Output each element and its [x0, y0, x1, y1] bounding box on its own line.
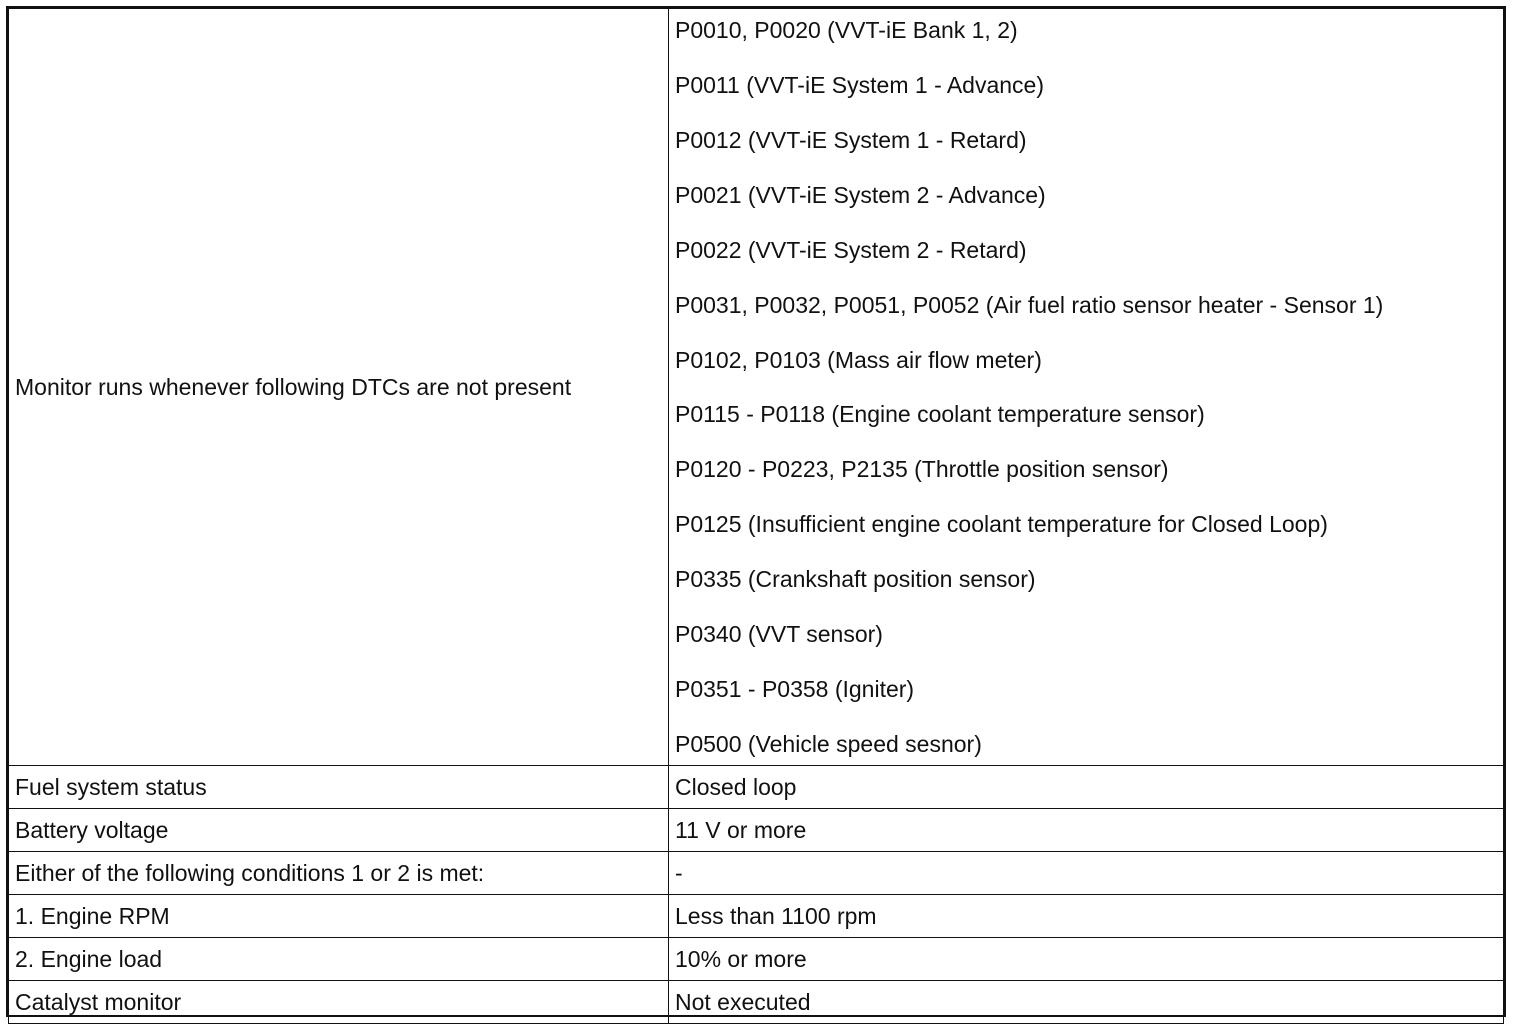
list-item: P0120 - P0223, P2135 (Throttle position sensor) [675, 456, 1169, 483]
condition-label: 2. Engine load [9, 938, 669, 981]
table-row [9, 895, 1504, 938]
list-item: P0012 (VVT-iE System 1 - Retard) [675, 126, 1027, 153]
list-item: P0500 (Vehicle speed sesnor) [675, 730, 982, 757]
condition-label: Catalyst monitor [9, 981, 669, 1024]
list-item: P0115 - P0118 (Engine coolant temperature sensor) [675, 401, 1205, 428]
table-row [9, 9, 1504, 766]
table-row [9, 981, 1504, 1024]
table-row [9, 809, 1504, 852]
list-item: P0335 (Crankshaft position sensor) [675, 566, 1036, 593]
list-item: P0340 (VVT sensor) [675, 621, 883, 648]
condition-label: Fuel system status [9, 766, 669, 809]
list-item: P0351 - P0358 (Igniter) [675, 676, 915, 703]
table-row [9, 938, 1504, 981]
condition-label: Battery voltage [9, 809, 669, 852]
condition-value: Not executed [669, 981, 1504, 1024]
condition-value: 10% or more [669, 938, 1504, 981]
condition-label: Either of the following conditions 1 or 2 is met: [9, 852, 669, 895]
table-row [9, 766, 1504, 809]
list-item: P0031, P0032, P0051, P0052 (Air fuel ratio sensor heater - Sensor 1) [675, 291, 1384, 318]
list-item: P0021 (VVT-iE System 2 - Advance) [675, 181, 1046, 208]
list-item: P0010, P0020 (VVT-iE Bank 1, 2) [675, 17, 1018, 43]
list-item: P0125 (Insufficient engine coolant temperature for Closed Loop) [675, 511, 1328, 538]
condition-value: Less than 1100 rpm [669, 895, 1504, 938]
condition-value: 11 V or more [669, 809, 1504, 852]
list-item: P0022 (VVT-iE System 2 - Retard) [675, 236, 1027, 263]
dtc-list-cell [669, 9, 1504, 766]
monitor-condition-label: Monitor runs whenever following DTCs are not present [9, 9, 669, 766]
table-row [9, 852, 1504, 895]
conditions-table-wrapper [6, 6, 1506, 1017]
condition-value: - [669, 852, 1504, 895]
condition-label: 1. Engine RPM [9, 895, 669, 938]
list-item: P0102, P0103 (Mass air flow meter) [675, 346, 1042, 373]
dtc-list [675, 9, 1497, 765]
list-item: P0011 (VVT-iE System 1 - Advance) [675, 71, 1045, 98]
conditions-table [8, 8, 1504, 1024]
condition-value: Closed loop [669, 766, 1504, 809]
